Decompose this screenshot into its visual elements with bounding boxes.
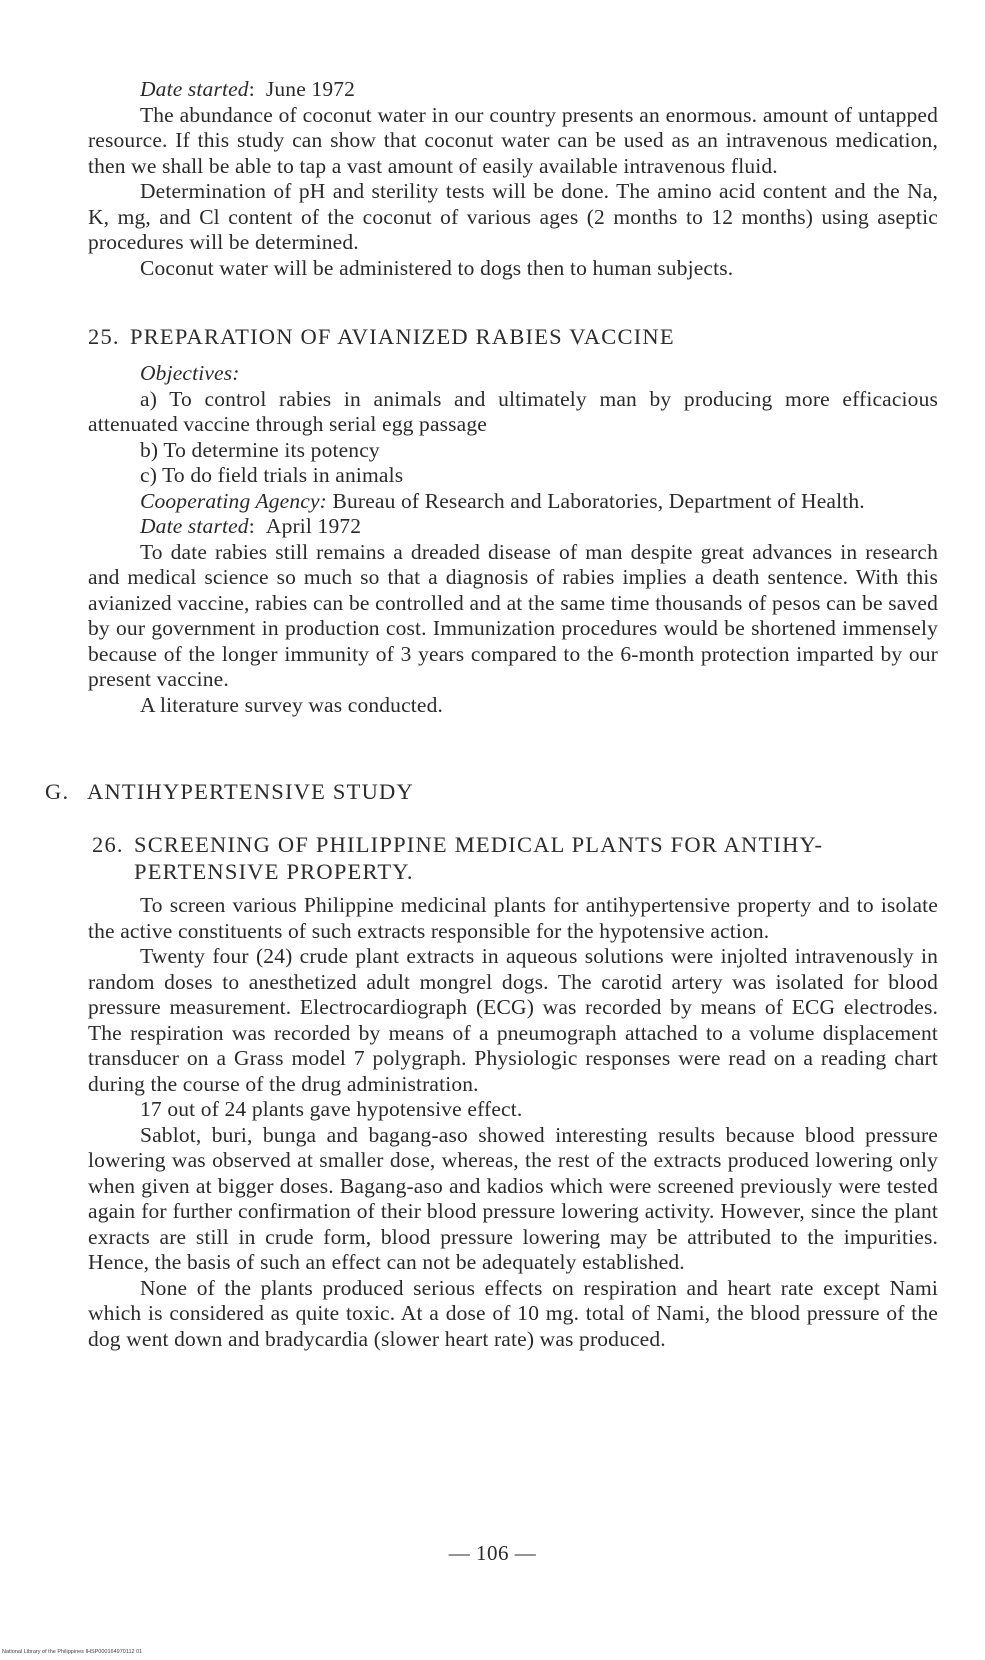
section-26-number: 26.	[92, 832, 124, 857]
date-started-label: Date started	[140, 77, 249, 101]
section-25-number: 25.	[88, 324, 120, 349]
section-25-body	[88, 361, 938, 718]
section-26-heading	[92, 831, 938, 885]
section-g-letter: G.	[45, 779, 70, 804]
intro-block	[88, 77, 938, 281]
page-number: — 106 —	[448, 1541, 537, 1565]
section-26-paragraph-5: None of the plants produced serious effects on respiration and heart rate except Nami which is considered as quite toxic. At a dose of 10 mg. total of Nami, the blood pressure of the dog went down and bradycardia (slower heart rate) was produced.	[88, 1275, 938, 1351]
intro-paragraph-1: The abundance of coconut water in our country presents an enormous. amount of untapped resource. If this study can show that coconut water can be used as an intravenous medication, then we shall be able to tap a vast amount of easily available intravenous fluid.	[88, 102, 938, 178]
section-26-paragraph-2: Twenty four (24) crude plant extracts in aqueous solutions were injolted intravenously in random doses to anesthetized adult mongrel dogs. The carotid artery was isolated for blood pressure measurement. Electrocardiograph (ECG) was recorded by means of ECG electrodes. The respiration was recorded by means of a pneumograph attached to a volume displacement transducer on a Grass model 7 polygraph. Physiologic responses were read on a reading chart during the course of the drug administration.	[88, 944, 938, 1096]
cooperating-agency	[88, 489, 938, 515]
objective-b: b) To determine its potency	[140, 437, 380, 462]
section-25-date-value: April 1972	[265, 514, 362, 538]
section-26-body	[88, 893, 938, 1352]
section-26-title-line-2: PERTENSIVE PROPERTY.	[134, 859, 414, 884]
library-note: National Library of the Philippines IHSP000164970112 01	[2, 1649, 143, 1655]
objective-c: c) To do field trials in animals	[140, 463, 404, 487]
section-25-heading	[88, 323, 675, 350]
section-26-title-line-1: SCREENING OF PHILIPPINE MEDICAL PLANTS FOR ANTIHY-	[134, 832, 824, 857]
section-g-heading	[45, 778, 414, 805]
section-25-title: PREPARATION OF AVIANIZED RABIES VACCINE	[130, 324, 675, 349]
cooperating-agency-value: Bureau of Research and Laboratories, Department of Health.	[332, 488, 865, 513]
section-25-date-line: Date started: April 1972	[140, 514, 362, 538]
section-25-paragraph-1: To date rabies still remains a dreaded disease of man despite great advances in research and medical science so much so that a diagnosis of rabies implies a death sentence. With this avianized vaccine, rabies can be controlled and at the same time thousands of pesos can be saved by our government in production cost. Immunization procedures would be shortened immensely because of the longer immunity of 3 years compared to the 6-month protection imparted by our present vaccine.	[88, 539, 938, 691]
section-25-paragraph-2: A literature survey was conducted.	[140, 692, 444, 717]
intro-date-line: Date started: June 1972	[140, 77, 356, 101]
objectives-label: Objectives:	[140, 361, 240, 385]
intro-paragraph-3: Coconut water will be administered to dogs then to human subjects.	[140, 255, 734, 280]
section-26-paragraph-1: To screen various Philippine medicinal plants for antihypertensive property and to isolate the active constituents of such extracts responsible for the hypotensive action.	[88, 893, 938, 943]
date-started-value: June 1972	[265, 77, 356, 101]
section-g-title: ANTIHYPERTENSIVE STUDY	[87, 779, 414, 804]
section-25-date-label: Date started	[140, 514, 249, 538]
intro-paragraph-2: Determination of pH and sterility tests will be done. The amino acid content and the Na, K, mg, and Cl content of the coconut of various ages (2 months to 12 months) using aseptic procedures will be determined.	[88, 179, 938, 254]
section-26-paragraph-3: 17 out of 24 plants gave hypotensive effect.	[140, 1097, 523, 1121]
section-26-paragraph-4: Sablot, buri, bunga and bagang-aso showed interesting results because blood pressure lowering was observed at smaller dose, whereas, the rest of the extracts produced lowering only when given at bigger doses. Bagang-aso and kadios which were screened previously were tested again for further confirmation of their blood pressure lowering activity. However, since the plant exracts are still in crude form, blood pressure lowering may be attributed to the impurities. Hence, the basis of such an effect can not be adequately established.	[88, 1122, 938, 1274]
objective-a: a) To control rabies in animals and ultimately man by producing more efficacious attenuated vaccine through serial egg passage	[88, 386, 938, 436]
cooperating-agency-label: Cooperating Agency:	[140, 488, 327, 513]
